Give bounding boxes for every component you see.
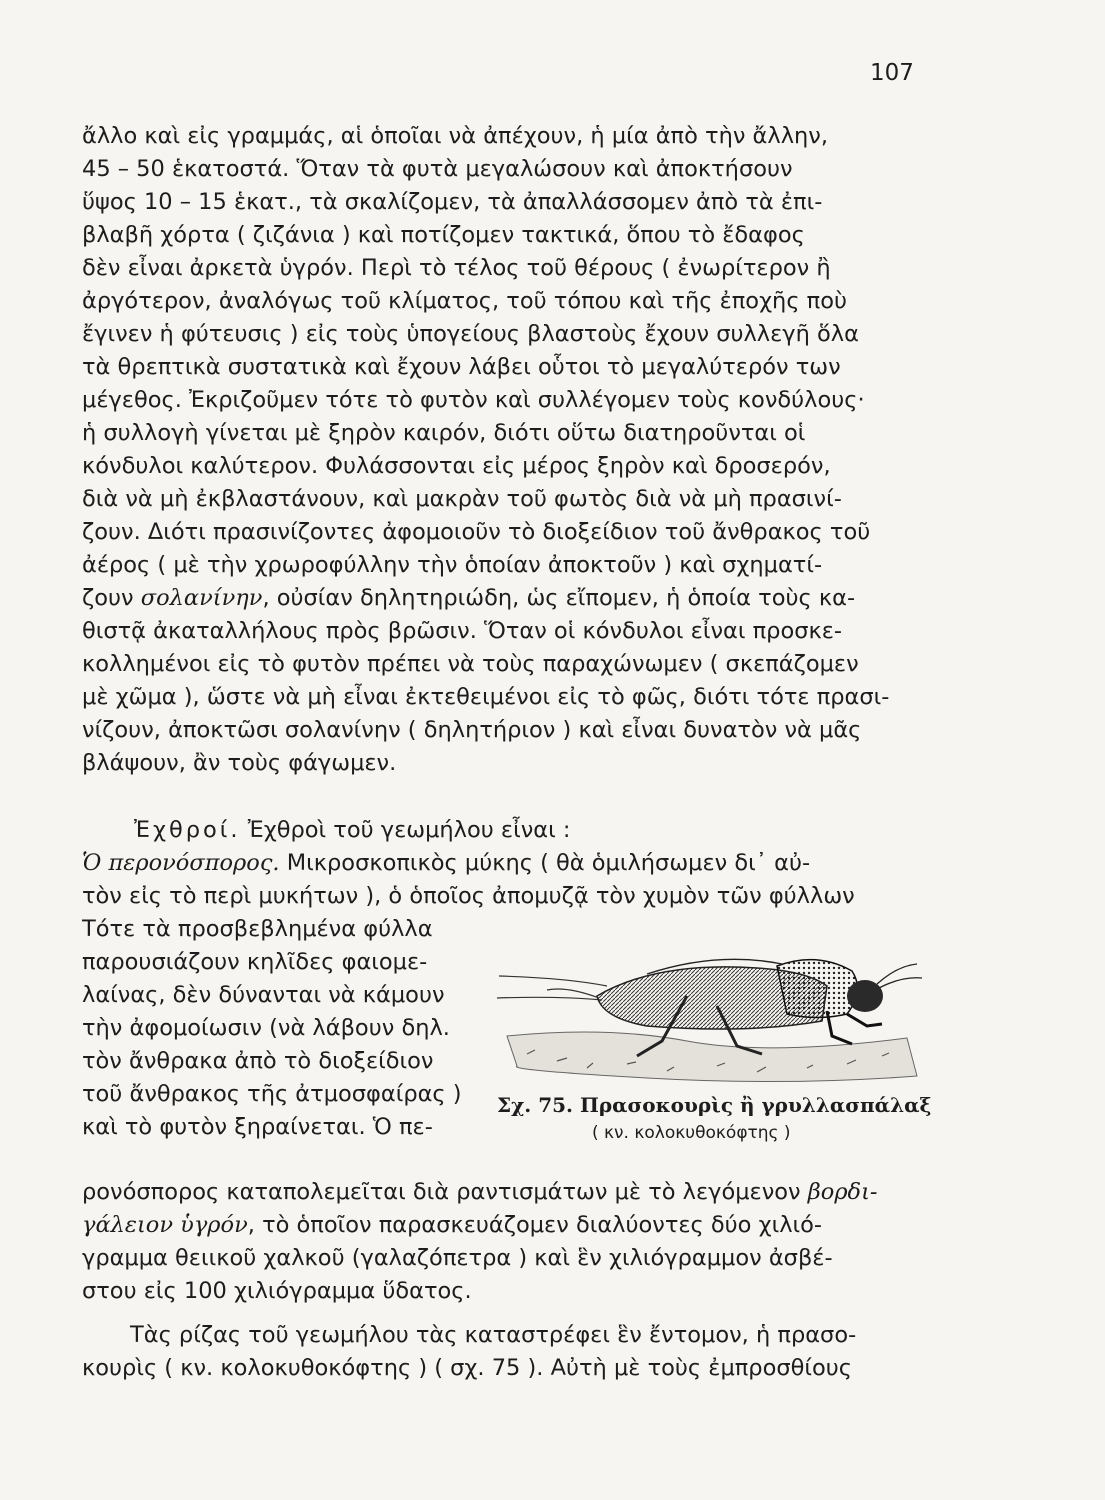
text-line: κουρὶς ( κν. κολοκυθοκόφτης ) ( σχ. 75 ). Αὐτὴ μὲ τοὺς ἐμπροσθίους — [82, 1355, 852, 1381]
text-line: βλάψουν, ἂν τοὺς φάγωμεν. — [82, 750, 397, 776]
text-line: ἀέρος ( μὲ τὴν χρωροφύλλην τὴν ὁποίαν ἀποκτοῦν ) καὶ σχηματί- — [82, 552, 823, 578]
text-line: 45 – 50 ἑκατοστά. Ὅταν τὰ φυτὰ μεγαλώσουν καὶ ἀποκτήσουν — [82, 156, 793, 182]
text-line: ἡ συλλογὴ γίνεται μὲ ξηρὸν καιρόν, διότι οὕτω διατηροῦνται οἱ — [82, 420, 806, 446]
text-line: θιστᾷ ἀκαταλλήλους πρὸς βρῶσιν. Ὅταν οἱ κόνδυλοι εἶναι προσκε- — [82, 618, 843, 644]
section-heading: Ἐχθροί. — [134, 817, 241, 843]
italic-term: γάλειον ὑγρόν — [82, 1212, 248, 1238]
text-line: ἀργότερον, ἀναλόγως τοῦ κλίματος, τοῦ τόπου καὶ τῆς ἐποχῆς ποὺ — [82, 288, 848, 314]
italic-term: Ὁ περονόσπορος. — [82, 850, 280, 876]
mole-cricket-illustration-icon — [487, 926, 927, 1096]
text-run: ρονόσπορος καταπολεμεῖται διὰ ραντισμάτων μὲ τὸ λεγόμενον — [82, 1179, 808, 1205]
text-block-4 — [82, 1319, 922, 1385]
text-line-solanine — [82, 582, 922, 615]
text-line: ζουν. Διότι πρασινίζοντες ἀφομοιοῦν τὸ διοξείδιον τοῦ ἄνθρακος τοῦ — [82, 519, 871, 545]
text-line: τὴν ἀφομοίωσιν (νὰ λάβουν δηλ. — [82, 1015, 450, 1041]
text-line: διὰ νὰ μὴ ἐκβλαστάνουν, καὶ μακρὰν τοῦ φωτὸς διὰ νὰ μὴ πρασινί- — [82, 486, 842, 512]
text-line: παρουσιάζουν κηλῖδες φαιομε- — [82, 949, 428, 975]
text-line: τοῦ ἄνθρακος τῆς ἀτμοσφαίρας ) — [82, 1081, 462, 1107]
text-line-23 — [82, 880, 922, 913]
text-line: Τὰς ρίζας τοῦ γεωμήλου τὰς καταστρέφει ἓν ἔντομον, ἡ πρασο- — [130, 1322, 857, 1348]
peronospora-line — [82, 847, 922, 880]
figure-subcaption: ( κν. κολοκυθοκόφτης ) — [592, 1123, 791, 1143]
page-number: 107 — [870, 60, 914, 86]
text-line: δὲν εἶναι ἀρκετὰ ὑγρόν. Περὶ τὸ τέλος τοῦ θέρους ( ἐνωρίτερον ἢ — [82, 255, 831, 281]
text-line: μέγεθος. Ἐκριζοῦμεν τότε τὸ φυτὸν καὶ συλλέγομεν τοὺς κονδύλους· — [82, 387, 865, 413]
text-line: γραμμα θειικοῦ χαλκοῦ (γαλαζόπετρα ) καὶ ἓν χιλιόγραμμον ἀσβέ- — [82, 1245, 833, 1271]
text-line: κόνδυλοι καλύτερον. Φυλάσσονται εἰς μέρος ξηρὸν καὶ δροσερόν, — [82, 453, 831, 479]
text-line: τὸν εἰς τὸ περὶ μυκήτων ), ὁ ὁποῖος ἀπομυζᾷ τὸν χυμὸν τῶν φύλλων — [82, 883, 855, 909]
text-line: μὲ χῶμα ), ὥστε νὰ μὴ εἶναι ἐκτεθειμένοι εἰς τὸ φῶς, διότι τότε πρασι- — [82, 684, 890, 710]
text-line-31 — [82, 1176, 922, 1209]
text-line: βλαβῆ χόρτα ( ζιζάνια ) καὶ ποτίζομεν τακτικά, ὅπου τὸ ἔδαφος — [82, 222, 805, 248]
text-run: , οὐσίαν δηλητηριώδη, ὡς εἴπομεν, ἡ ὁποία τοὺς κα- — [262, 585, 856, 611]
text-block-1 — [82, 120, 922, 582]
text-line: κολλημένοι εἰς τὸ φυτὸν πρέπει νὰ τοὺς παραχώνωμεν ( σκεπάζομεν — [82, 651, 859, 677]
text-line: λαίνας, δὲν δύνανται νὰ κάμουν — [82, 982, 445, 1008]
text-line: καὶ τὸ φυτὸν ξηραίνεται. Ὁ πε- — [82, 1114, 433, 1140]
text-line: τὸν ἄνθρακα ἀπὸ τὸ διοξείδιον — [82, 1048, 434, 1074]
text-line: τὰ θρεπτικὰ συστατικὰ καὶ ἔχουν λάβει οὗτοι τὸ μεγαλύτερόν των — [82, 354, 841, 380]
text-run: Ἐχθροὶ τοῦ γεωμήλου εἶναι : — [240, 817, 571, 843]
text-block-2 — [82, 615, 922, 780]
text-run: , τὸ ὁποῖον παρασκευάζομεν διαλύοντες δύο χιλιό- — [247, 1212, 823, 1238]
enemies-heading-line — [134, 814, 914, 847]
text-line: ἄλλο καὶ εἰς γραμμάς, αἱ ὁποῖαι νὰ ἀπέχουν, ἡ μία ἀπὸ τὴν ἄλλην, — [82, 123, 828, 149]
figure-caption: Σχ. 75. Πρασοκουρὶς ἢ γρυλλασπάλαξ — [497, 1093, 932, 1117]
text-line: ἔγινεν ἡ φύτευσις ) εἰς τοὺς ὑπογείους βλαστοὺς ἔχουν συλλεγῆ ὅλα — [82, 321, 859, 347]
text-block-3 — [82, 1242, 922, 1308]
left-column-text — [82, 913, 472, 1144]
text-line: ὕψος 10 – 15 ἑκατ., τὰ σκαλίζομεν, τὰ ἀπαλλάσσομεν ἀπὸ τὰ ἐπι- — [82, 189, 823, 215]
text-run: ζουν — [82, 585, 141, 611]
text-line: στου εἰς 100 χιλιόγραμμα ὕδατος. — [82, 1278, 472, 1304]
italic-term: σολανίνην — [140, 585, 263, 611]
text-line-32 — [82, 1209, 922, 1242]
italic-term: βορδι- — [807, 1179, 878, 1205]
text-line: νίζουν, ἀποκτῶσι σολανίνην ( δηλητήριον ) καὶ εἶναι δυνατὸν νὰ μᾶς — [82, 717, 862, 743]
text-run: Μικροσκοπικὸς μύκης ( θὰ ὁμιλήσωμεν δι᾽ αὐ- — [279, 850, 811, 876]
text-line: Τότε τὰ προσβεβλημένα φύλλα — [82, 916, 433, 942]
